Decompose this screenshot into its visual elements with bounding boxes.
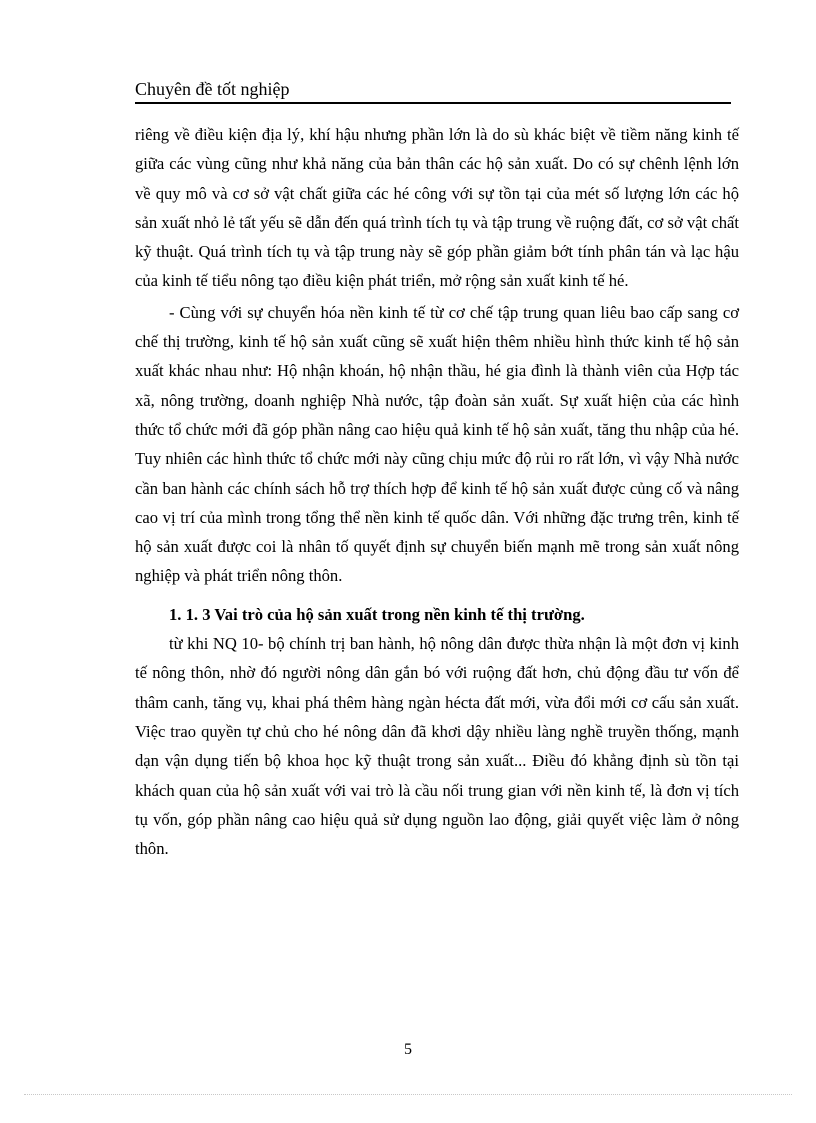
paragraph-transformation: - Cùng với sự chuyển hóa nền kinh tế từ cơ chế tập trung quan liêu bao cấp sang cơ chế thị trường, kinh tế hộ sản xuất cũng sẽ xuất hiện thêm nhiều hình thức kinh tế hộ sản xuất khác nhau như: Hộ nhận khoán, hộ nhận thầu, hé gia đình là thành viên của Hợp tác xã, nông trường, doanh nghiệp Nhà nước, tập đoàn sản xuất. Sự xuất hiện của các hình thức tổ chức mới đã góp phần nâng cao hiệu quả kinh tế hộ sản xuất, tăng thu nhập của hé. Tuy nhiên các hình thức tổ chức mới này cũng chịu mức độ rủi ro rất lớn, vì vậy Nhà nước cần ban hành các chính sách hỗ trợ thích hợp để kinh tế hộ sản xuất được củng cố và nâng cao vị trí của mình trong tổng thể nền kinh tế quốc dân. Với những đặc trưng trên, kinh tế hộ sản xuất được coi là nhân tố quyết định sự chuyển biến mạnh mẽ trong sản xuất nông nghiệp và phát triển nông thôn. <box>135 302 739 586</box>
section-heading: 1. 1. 3 Vai trò của hộ sản xuất trong nền kinh tế thị trường. <box>169 604 585 624</box>
page-bottom-divider <box>24 1094 792 1095</box>
page-header <box>135 76 731 104</box>
header-title: Chuyên đề tốt nghiệp <box>135 79 290 99</box>
document-body <box>135 120 739 863</box>
paragraph-role: từ khi NQ 10- bộ chính trị ban hành, hộ nông dân được thừa nhận là một đơn vị kinh tế nông thôn, nhờ đó người nông dân gắn bó với ruộng đất hơn, chủ động đầu tư vốn để thâm canh, tăng vụ, khai phá thêm hàng ngàn hécta đất mới, vừa đổi mới cơ cấu sản xuất. Việc trao quyền tự chủ cho hé nông dân đã khơi dậy nhiều làng nghề truyền thống, mạnh dạn vận dụng tiến bộ khoa học kỹ thuật trong sản xuất... Điều đó khẳng định sù tồn tại khách quan của hộ sản xuất với vai trò là cầu nối trung gian với nền kinh tế, là đơn vị tích tụ vốn, góp phần nâng cao hiệu quả sử dụng nguồn lao động, giải quyết việc làm ở nông thôn. <box>135 634 739 859</box>
page-number: 5 <box>404 1041 412 1058</box>
paragraph-continuation: riêng về điều kiện địa lý, khí hậu nhưng phần lớn là do sù khác biệt về tiềm năng kinh tế giữa các vùng cũng như khả năng của bản thân các hộ sản xuất. Do có sự chênh lệnh lớn về quy mô và cơ sở vật chất giữa các hé công với sự tồn tại của mét số lượng lớn các hộ sản xuất nhỏ lẻ tất yếu sẽ dẫn đến quá trình tích tụ và tập trung về ruộng đất, cơ sở vật chất kỹ thuật. Quá trình tích tụ và tập trung này sẽ góp phần giảm bớt tính phân tán và lạc hậu của kinh tế tiểu nông tạo điều kiện phát triển, mở rộng sản xuất kinh tế hé. <box>135 125 739 291</box>
